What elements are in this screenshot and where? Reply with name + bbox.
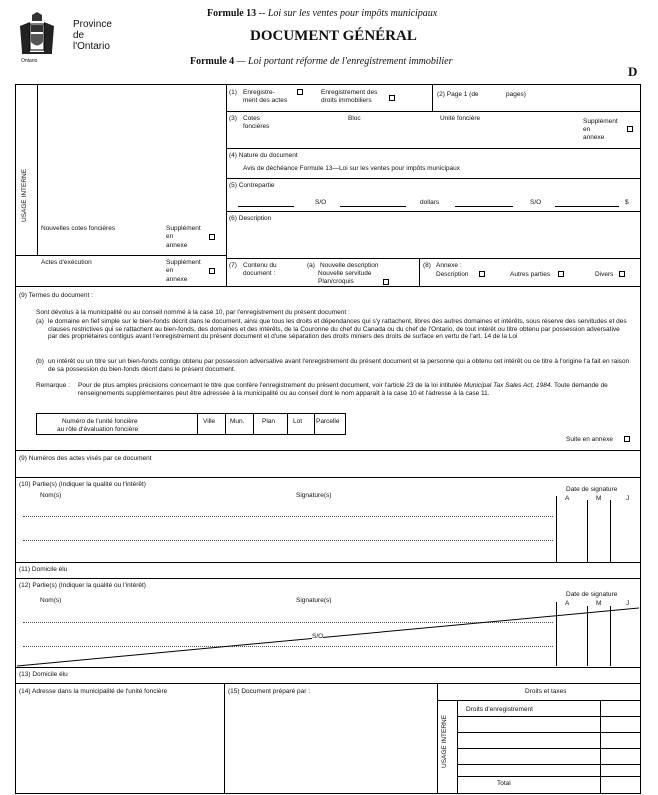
box5-so-2: S/O — [530, 199, 542, 206]
unite-fonciere-label: Unité foncière — [440, 115, 481, 122]
box5-dollars: dollars — [420, 199, 440, 206]
fees-usage-interne: USAGE INTERNE — [441, 714, 448, 768]
box12-a: A — [565, 600, 570, 607]
province-line-3: l'Ontario — [73, 41, 110, 52]
actes-execution-label: Actes d'exécution — [41, 259, 92, 266]
divers-checkbox[interactable] — [619, 271, 625, 277]
box3-label: Cotes — [243, 115, 260, 122]
suite-annexe-label: Suite en annexe — [566, 436, 613, 443]
formule-13-heading: Formule 13 -- Loi sur les ventes pour impôts municipaux — [207, 8, 438, 19]
box4-value: Avis de déchéance Formule 13—Loi sur les ventes pour impôts municipaux — [243, 165, 461, 172]
box12-nom: Nom(s) — [40, 597, 62, 604]
fees-title: Droits et taxes — [525, 688, 567, 695]
roll-header-lot: Lot — [293, 418, 303, 425]
box4-label: (4) Nature du document — [229, 152, 298, 159]
total-label: Total — [497, 780, 511, 787]
autres-parties-checkbox[interactable] — [558, 271, 564, 277]
section9-b-mark: (b) — [36, 358, 44, 365]
plan-croquis-checkbox[interactable] — [383, 279, 389, 285]
box12-signature: Signature(s) — [296, 597, 332, 604]
box3-supplement-checkbox[interactable] — [627, 126, 633, 132]
box10-a: A — [565, 495, 570, 502]
bloc-label: Bloc — [348, 115, 361, 122]
box10-signature: Signature(s) — [296, 492, 332, 499]
box12-m: M — [596, 600, 602, 607]
nouvelle-servitude-label: Nouvelle servitude — [318, 270, 372, 277]
box10-date: Date de signature — [566, 486, 618, 493]
supplement-checkbox-2[interactable] — [209, 268, 215, 274]
formule-4-heading: Formule 4 — Loi portant réforme de l'enregistrement immobilier — [190, 56, 453, 67]
box14-label: (14) Adresse dans la municipalité de l'unité foncière — [19, 688, 168, 695]
province-line-1: Province — [73, 19, 112, 30]
box1-label: Enregistre- — [243, 89, 275, 96]
province-line-2: de — [73, 30, 85, 41]
nouvelles-cotes-label: Nouvelles cotes foncières — [41, 225, 116, 232]
box11-label: (11) Domicile élu — [19, 566, 68, 573]
section9-intro: Sont dévolus à la municipalité ou au conseil nommé à la case 10, par l'enregistrement du présent document : — [36, 309, 350, 316]
droits-enregistrement-label: Droits d'enregistrement — [466, 706, 533, 713]
box8-number: (8) — [423, 262, 431, 269]
enregistrement-droits-checkbox[interactable] — [389, 95, 395, 101]
form-letter: D — [628, 64, 638, 79]
description-label: Description — [436, 271, 469, 278]
nouvelle-description-label: Nouvelle description — [320, 262, 379, 269]
box13-label: (13) Domicile élu — [19, 671, 68, 678]
description-checkbox[interactable] — [479, 271, 485, 277]
roll-header-ville: Ville — [203, 418, 216, 425]
box12-label: (12) Partie(s) (Indiquer la qualité ou l'intérêt) — [19, 582, 146, 589]
suite-annexe-checkbox[interactable] — [624, 436, 630, 442]
box10-nom: Nom(s) — [40, 492, 62, 499]
box12-so: S/O — [312, 633, 324, 640]
box2-suffix: pages) — [506, 91, 526, 98]
enregistrement-actes-checkbox[interactable] — [297, 89, 303, 95]
box12-date: Date de signature — [566, 591, 618, 598]
not-applicable-strike-line — [15, 606, 641, 668]
supplement-checkbox[interactable] — [209, 234, 215, 240]
box6-label: (6) Description — [229, 215, 272, 222]
remarque-text: Pour de plus amples précisions concernant le titre que confère l'enregistrement du présent document, voir l'article 23 de la loi intitulée Municipal Tax Sales Act, 1984. Toute demande de renseignements supplémentaires peut être adressée à la municipalité ou au conseil dont le nom apparaît à la case 10 et l'adresse à la case 11. — [78, 382, 608, 397]
box10-j: J — [626, 495, 630, 502]
section9-a-text: le domaine en fief simple sur le bien-fonds décrit dans le document, ainsi que tous les droits et dépendances qui s'y rattachent, libres des autres domaines et intérêts, sous réserve des servitudes et des clauses restrictives qui se rattachent au bien-fonds, des domaines et des intérêts, de la Couronne du chef du Canada ou du chef de l'Ontario, de tout intérêt ou titre obtenu par possession adversative par des propriétaires contigus avant l'enregistrement du présent document et d'une séparation des droits miniers des droits de surface en vertu de l'art. 14 de la Loi — [48, 318, 627, 341]
box10-m: M — [596, 495, 602, 502]
box7-label: Contenu du — [243, 262, 277, 269]
box9b-label: (9) Numéros des actes visés par ce document — [19, 455, 152, 462]
section9-label: (9) Termes du document : — [19, 292, 93, 299]
remarque-label: Remarque : — [36, 382, 70, 389]
crest-caption: Ontario — [21, 58, 38, 64]
box10-label: (10) Partie(s) (Indiquer la qualité ou l'intérêt) — [19, 481, 146, 488]
divers-label: Divers — [595, 271, 614, 278]
box3-number: (3) — [229, 115, 237, 122]
roll-header-mun: Mun. — [230, 418, 245, 425]
section9-a-mark: (a) — [36, 318, 44, 325]
box1b-label: Enregistrement des — [321, 89, 378, 96]
box3-supplement: Supplément — [583, 118, 618, 125]
ontario-crest-icon — [14, 12, 60, 60]
box7-number: (7) — [229, 262, 237, 269]
box7-a: (a) — [307, 262, 315, 269]
annexe-label: Annexe : — [436, 262, 462, 269]
supplement-label: Supplément — [166, 225, 201, 232]
box5-so: S/O — [315, 199, 327, 206]
box15-label: (15) Document préparé par : — [228, 688, 311, 695]
roll-header-parcelle: Parcelle — [316, 418, 340, 425]
box5-dollar-sign: $ — [625, 199, 629, 206]
usage-interne-label: USAGE INTERNE — [21, 168, 28, 222]
box5-label: (5) Contrepartie — [229, 182, 275, 189]
roll-header-plan: Plan — [262, 418, 276, 425]
box2-label: (2) Page 1 (de — [437, 91, 479, 98]
autres-parties-label: Autres parties — [510, 271, 551, 278]
section9-b-text: un intérêt ou un titre sur un bien-fonds contigu obtenu par possession adversative avant l'enregistrement du présent document et la personne qui a obtenu cet intérêt ou ce titre à l'origine l'a fait en raison de sa possession du bien-fonds décrit dans le présent document. — [48, 358, 630, 373]
box12-j: J — [626, 600, 630, 607]
page-title: DOCUMENT GÉNÉRAL — [250, 28, 417, 44]
roll-col-label: Numéro de l'unité foncière — [62, 418, 138, 425]
box1-number: (1) — [229, 89, 237, 96]
plan-croquis-label: Plan/croquis — [318, 278, 354, 285]
